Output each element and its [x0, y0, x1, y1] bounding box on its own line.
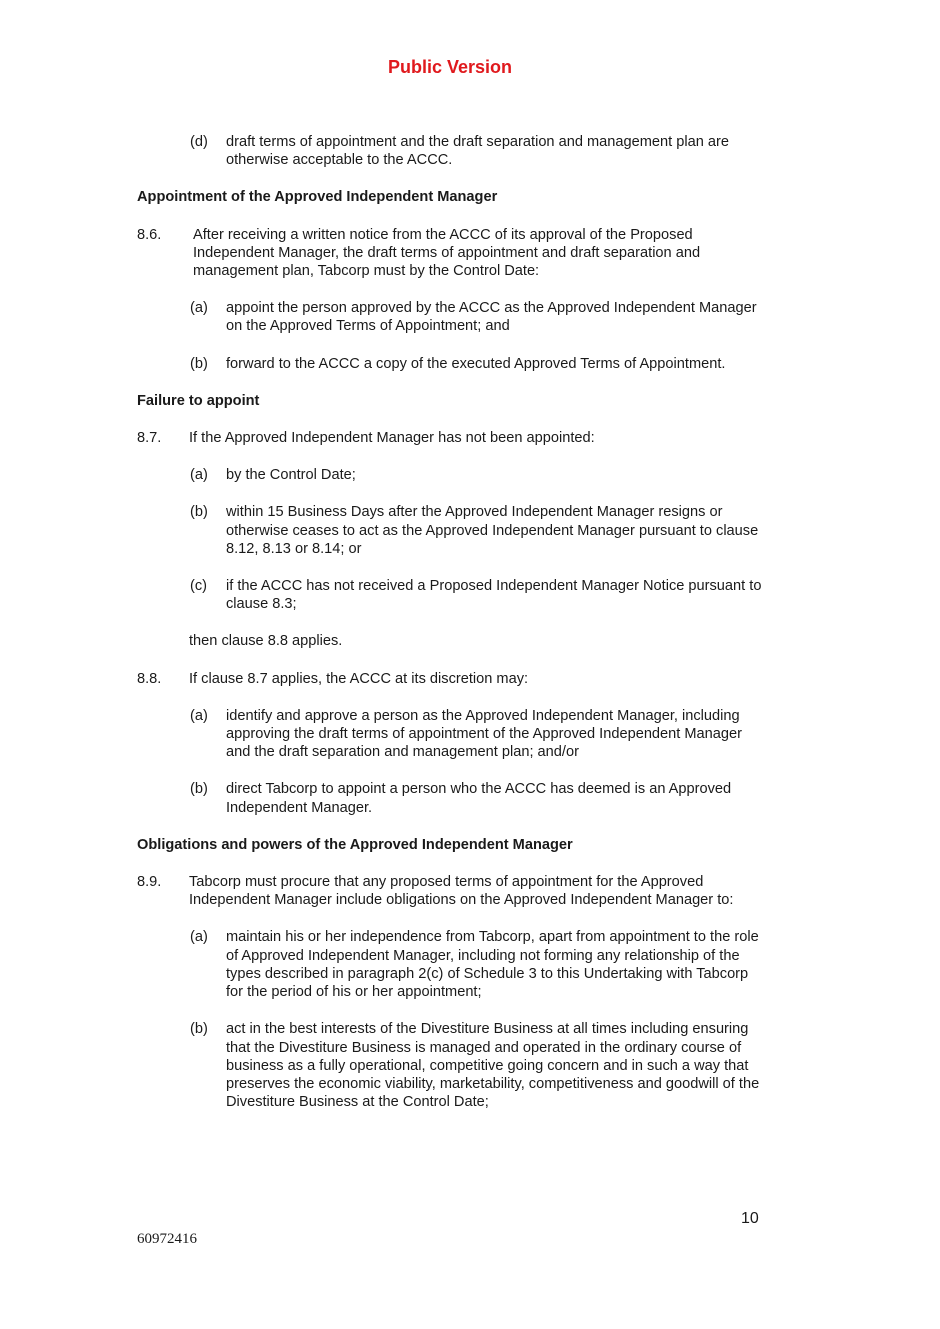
list-item [190, 355, 763, 373]
list-item [190, 780, 763, 816]
clause-8-6 [137, 226, 763, 281]
item-label: (b) [190, 781, 208, 798]
item-text: identify and approve a person as the Approved Independent Manager, including approving the draft terms of appointment of the Approved Independent Manager and the draft separation and management plan; and/or [226, 707, 742, 761]
clause-8-9 [137, 873, 763, 909]
clause-text: Tabcorp must procure that any proposed terms of appointment for the Approved Independent Manager include obligations on the Approved Independent Manager to: [189, 874, 734, 909]
list-item [190, 466, 763, 484]
item-text: direct Tabcorp to appoint a person who the ACCC has deemed is an Approved Independent Manager. [226, 781, 732, 816]
continuation-text: then clause 8.8 applies. [189, 633, 343, 650]
item-label: (d) [190, 134, 208, 150]
list-item [190, 928, 763, 1001]
item-label: (b) [190, 355, 208, 372]
clause-number: 8.8. [137, 670, 162, 687]
clause-8-8 [137, 670, 763, 688]
clause-text: If clause 8.7 applies, the ACCC at its discretion may: [189, 670, 529, 687]
item-label: (a) [190, 467, 208, 484]
list-item [190, 707, 763, 762]
item-text: forward to the ACCC a copy of the executed Approved Terms of Appointment. [226, 355, 726, 372]
item-text: draft terms of appointment and the draft separation and management plan are otherwise acceptable to the ACCC. [226, 134, 729, 169]
item-label: (a) [190, 707, 208, 724]
item-label: (a) [190, 300, 208, 317]
clause-text: After receiving a written notice from the ACCC of its approval of the Proposed Independent Manager, the draft terms of appointment and draft separation and management plan, Tabcorp must by the Control Date: [193, 226, 701, 280]
item-text: within 15 Business Days after the Approved Independent Manager resigns or otherwise ceases to act as the Approved Independent Manager pursuant to clause 8.12, 8.13 or 8.14; or [226, 504, 759, 557]
clause-8-7 [137, 429, 763, 447]
item-label: (b) [190, 504, 208, 521]
document-body [137, 133, 763, 1130]
item-text: appoint the person approved by the ACCC as the Approved Independent Manager on the Approved Terms of Appointment; and [226, 300, 757, 335]
item-text: maintain his or her independence from Tabcorp, apart from appointment to the role of Approved Independent Manager, including not forming any relationship of the types described in paragraph 2(c) of Schedule 3 to this Undertaking with Tabcorp for the period of his or her appointment; [226, 929, 759, 1001]
clause-number: 8.6. [137, 226, 162, 243]
page-number: 10 [741, 1210, 759, 1227]
section-heading: Obligations and powers of the Approved Independent Manager [137, 836, 573, 853]
item-label: (a) [190, 929, 208, 946]
list-item [190, 133, 763, 169]
list-item [190, 503, 763, 558]
clause-number: 8.9. [137, 874, 162, 891]
section-heading: Appointment of the Approved Independent Manager [137, 189, 498, 206]
item-label: (b) [190, 1021, 208, 1038]
clause-number: 8.7. [137, 430, 162, 447]
list-item [190, 299, 763, 335]
clause-text: If the Approved Independent Manager has not been appointed: [189, 430, 595, 447]
item-text: by the Control Date; [226, 467, 356, 484]
item-text: act in the best interests of the Divestiture Business at all times including ensuring that the Divestiture Business is managed and operated in the ordinary course of business as a fully operational, competitive going concern and in such a way that preserves the economic viability, marketability, competitiveness and goodwill of the Divestiture Business at the Control Date; [226, 1021, 760, 1111]
section-heading: Failure to appoint [137, 392, 260, 409]
item-text: if the ACCC has not received a Proposed Independent Manager Notice pursuant to clause 8.3; [226, 578, 762, 613]
item-label: (c) [190, 578, 208, 595]
document-id: 60972416 [137, 1231, 197, 1247]
public-version-banner: Public Version [387, 57, 513, 77]
list-item [190, 1020, 763, 1111]
list-item [190, 577, 763, 613]
